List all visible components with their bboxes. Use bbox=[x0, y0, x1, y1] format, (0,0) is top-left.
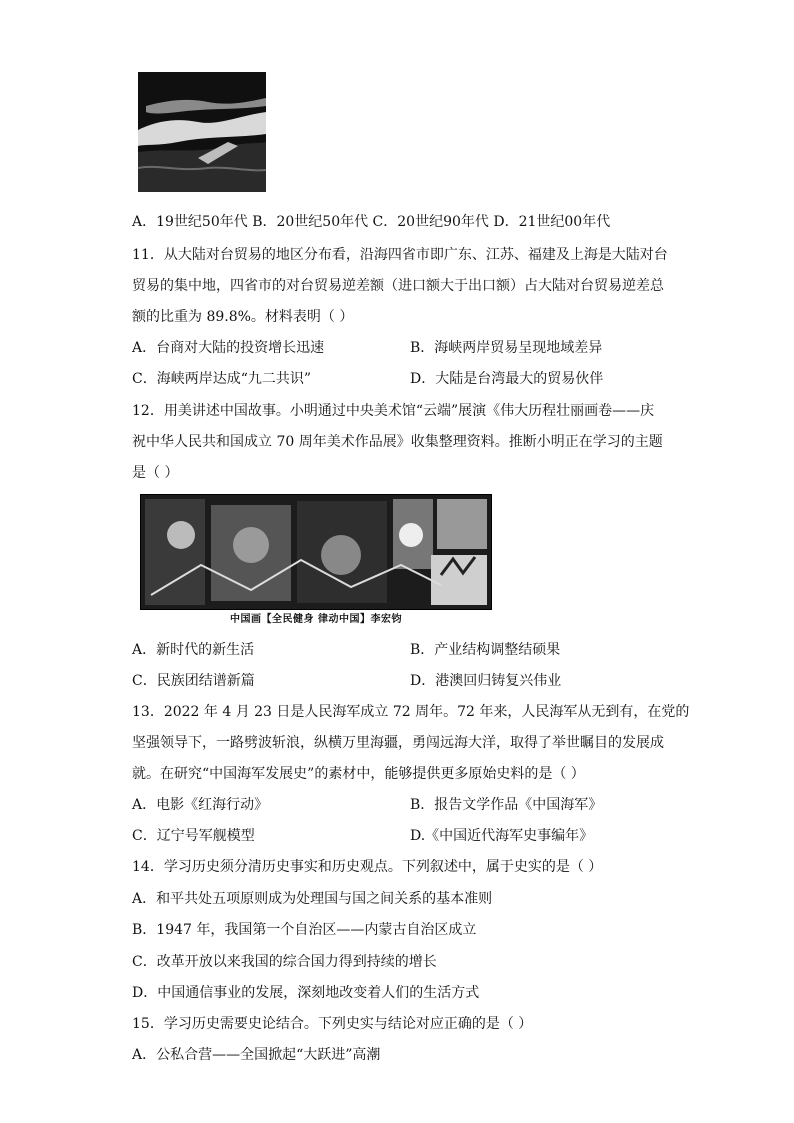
question-15-stem: 15．学习历史需要史论结合。下列史实与结论对应正确的是（ ） bbox=[132, 1016, 533, 1032]
question-12-option-c: C．民族团结谱新篇 bbox=[132, 673, 255, 689]
question-13-option-c: C．辽宁号军舰模型 bbox=[132, 828, 255, 844]
question-11-option-b: B．海峡两岸贸易呈现地域差异 bbox=[410, 340, 603, 356]
question-10-photo bbox=[138, 72, 266, 192]
question-14-option-c: C．改革开放以来我国的综合国力得到持续的增长 bbox=[132, 954, 437, 970]
question-12-option-b: B．产业结构调整结硕果 bbox=[410, 642, 561, 658]
question-11-stem-line-2: 贸易的集中地，四省市的对台贸易逆差额（进口额大于出口额）占大陆对台贸易逆差总 bbox=[132, 278, 664, 294]
question-11-stem-line-3: 额的比重为 89.8%。材料表明（ ） bbox=[132, 309, 354, 325]
question-13-option-d: D.《中国近代海军史事编年》 bbox=[410, 828, 594, 844]
question-12-stem-line-1: 12．用美讲述中国故事。小明通过中央美术馆“云端”展演《伟大历程壮丽画卷——庆 bbox=[132, 403, 655, 419]
painting-caption: 中国画【全民健身 律动中国】李宏钧 bbox=[230, 614, 402, 625]
question-12-option-a: A．新时代的新生活 bbox=[132, 642, 255, 658]
question-12-painting bbox=[140, 494, 492, 610]
question-13-stem-line-2: 坚强领导下，一路劈波斩浪，纵横万里海疆，勇闯远海大洋，取得了举世瞩目的发展成 bbox=[132, 735, 664, 751]
question-15-option-a: A．公私合营——全国掀起“大跃进”高潮 bbox=[132, 1047, 381, 1063]
question-14-stem: 14．学习历史须分清历史事实和历史观点。下列叙述中，属于史实的是（ ） bbox=[132, 859, 603, 875]
question-13-stem-line-1: 13．2022 年 4 月 23 日是人民海军成立 72 周年。72 年来，人民海军从无到有，在党的 bbox=[132, 704, 690, 720]
landscape-photo-graphic bbox=[138, 72, 266, 192]
question-12-option-d: D．港澳回归铸复兴伟业 bbox=[410, 673, 562, 689]
painting-graphic bbox=[141, 495, 491, 609]
question-14-option-d: D．中国通信事业的发展，深刻地改变着人们的生活方式 bbox=[132, 985, 480, 1001]
question-12-stem-line-2: 祝中华人民共和国成立 70 周年美术作品展》收集整理资料。推断小明正在学习的主题 bbox=[132, 434, 663, 450]
question-11-stem-line-1: 11．从大陆对台贸易的地区分布看，沿海四省市即广东、江苏、福建及上海是大陆对台 bbox=[132, 247, 668, 263]
question-11-option-c: C．海峡两岸达成“九二共识” bbox=[132, 371, 312, 387]
question-14-option-a: A．和平共处五项原则成为处理国与国之间关系的基本准则 bbox=[132, 891, 493, 907]
question-12-stem-line-3: 是（ ） bbox=[132, 465, 179, 481]
question-13-stem-line-3: 就。在研究“中国海军发展史”的素材中，能够提供更多原始史料的是（ ） bbox=[132, 766, 585, 782]
question-13-option-a: A．电影《红海行动》 bbox=[132, 797, 269, 813]
question-11-option-d: D．大陆是台湾最大的贸易伙伴 bbox=[410, 371, 604, 387]
question-11-option-a: A．台商对大陆的投资增长迅速 bbox=[132, 340, 325, 356]
question-14-option-b: B．1947 年，我国第一个自治区——内蒙古自治区成立 bbox=[132, 922, 477, 938]
question-13-option-b: B．报告文学作品《中国海军》 bbox=[410, 797, 603, 813]
question-10-options: A．19世纪50年代 B．20世纪50年代 C．20世纪90年代 D．21世纪00年代 bbox=[132, 214, 611, 230]
